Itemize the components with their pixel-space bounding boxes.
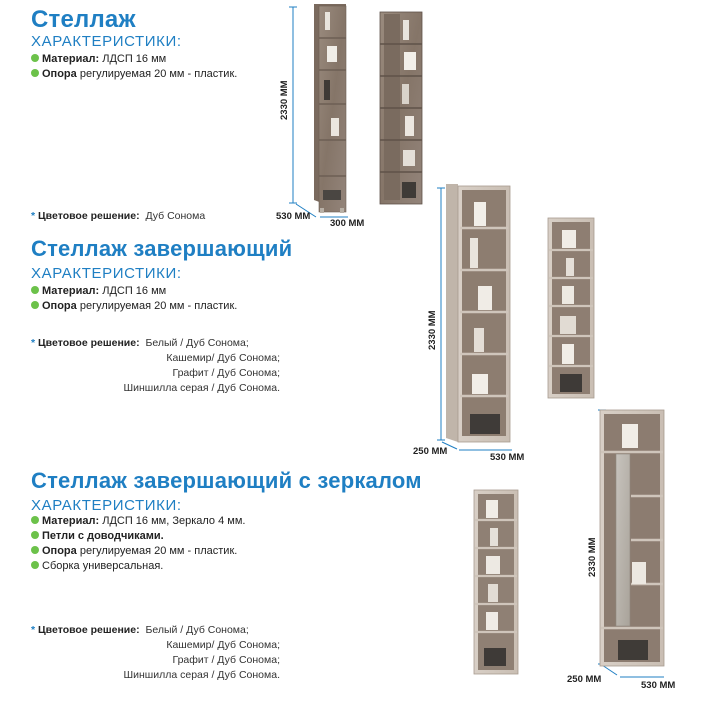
section-3-color-3: Графит / Дуб Сонома; [172,654,280,666]
section-3-spec-material: Материал: ЛДСП 16 мм, Зеркало 4 мм. [31,514,245,529]
section-2-spec-support: Опора регулируемая 20 мм - пластик. [31,299,237,314]
section-3-width-label: 530 ММ [641,680,676,691]
section-1-color-line: * Цветовое решение: Дуб Сонома [31,210,206,222]
section-2-spec-material: Материал: ЛДСП 16 мм [31,284,166,299]
section-2-width-label: 530 ММ [490,452,525,463]
section-1-depth-label: 530 ММ [276,211,311,222]
shelf-unit-3a [474,490,518,674]
shelf-unit-1b [380,12,422,204]
section-2-color-3: Графит / Дуб Сонома; [172,367,280,379]
section-3-color-2: Кашемир/ Дуб Сонома; [166,639,280,651]
section-2-height-label: 2330 ММ [427,310,438,350]
shelf-unit-1a [314,4,346,213]
section-1-spec-material: Материал: ЛДСП 16 мм [31,52,166,67]
section-3-spec-assembly: Сборка универсальная. [31,559,163,574]
section-3-color-4: Шиншилла серая / Дуб Сонома. [123,669,280,681]
section-2-color-2: Кашемир/ Дуб Сонома; [166,352,280,364]
section-2-depth-label: 250 ММ [413,446,448,457]
section-3-spec-support: Опора регулируемая 20 мм - пластик. [31,544,237,559]
section-1-height-label: 2330 ММ [279,80,290,120]
section-1-width-label: 300 ММ [330,218,365,229]
section-2-color-4: Шиншилла серая / Дуб Сонома. [123,382,280,394]
section-2-color-line: * Цветовое решение: Белый / Дуб Сонома; [31,337,249,349]
section-3-subtitle: ХАРАКТЕРИСТИКИ: [31,497,182,514]
section-1-title: Стеллаж [31,6,136,33]
section-2-title: Стеллаж завершающий [31,236,293,261]
section-3-title: Стеллаж завершающий с зеркалом [31,468,422,493]
shelf-unit-2b [548,218,594,398]
shelf-unit-3b-mirror [600,410,664,666]
section-1-subtitle: ХАРАКТЕРИСТИКИ: [31,33,182,50]
shelf-unit-2a [446,184,510,442]
section-3-height-label: 2330 ММ [587,537,598,577]
section-3-spec-hinges: Петли с доводчиками. [31,529,164,544]
section-2-subtitle: ХАРАКТЕРИСТИКИ: [31,265,182,282]
section-1-spec-support: Опора регулируемая 20 мм - пластик. [31,67,237,82]
section-3-color-line: * Цветовое решение: Белый / Дуб Сонома; [31,624,249,636]
section-3-depth-label: 250 ММ [567,674,602,685]
